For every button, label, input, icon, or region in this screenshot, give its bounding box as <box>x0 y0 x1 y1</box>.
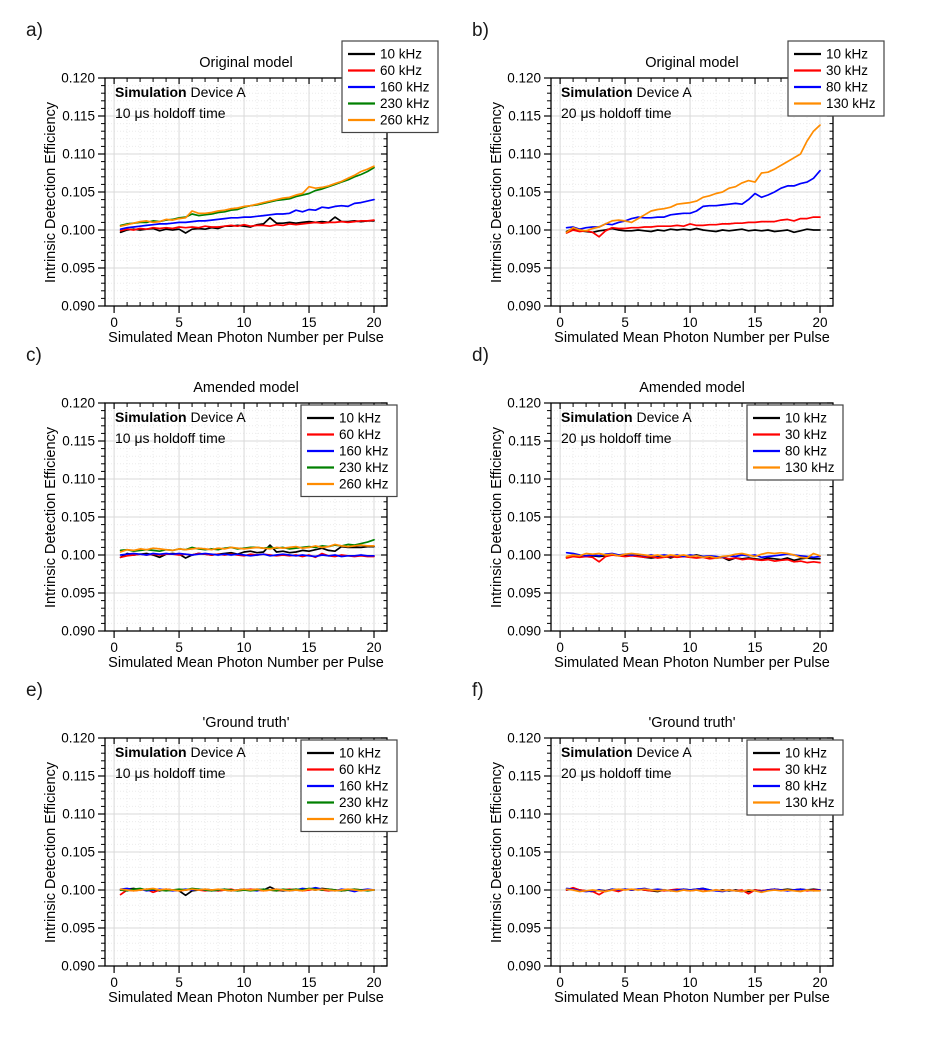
annotation-line2-c: 10 μs holdoff time <box>115 430 226 446</box>
svg-text:0.115: 0.115 <box>62 108 95 124</box>
svg-text:0.100: 0.100 <box>61 222 95 238</box>
annotation-bold-c: Simulation <box>115 409 187 425</box>
svg-text:5: 5 <box>175 640 183 655</box>
series-group <box>567 888 820 895</box>
legend-label: 230 kHz <box>339 795 389 810</box>
annotation-bold-e: Simulation <box>115 744 187 760</box>
svg-text:0.095: 0.095 <box>61 585 95 601</box>
svg-text:0.115: 0.115 <box>62 433 95 449</box>
x-tick-labels <box>110 315 381 330</box>
x-axis-title-e: Simulated Mean Photon Number per Pulse <box>108 990 384 1006</box>
series-group <box>121 887 374 895</box>
series-group <box>567 125 820 237</box>
annotation-line2-e: 10 μs holdoff time <box>115 765 226 781</box>
x-axis-title-d: Simulated Mean Photon Number per Pulse <box>554 655 830 671</box>
panel-letter-c: c) <box>26 345 42 366</box>
y-tick-labels <box>507 71 541 314</box>
y-tick-labels <box>61 396 95 639</box>
svg-text:0.090: 0.090 <box>507 623 541 639</box>
chart-title-e: 'Ground truth' <box>202 715 290 731</box>
svg-text:0.110: 0.110 <box>508 146 541 162</box>
annotation-rest-f: Device A <box>632 744 692 760</box>
annotation-d <box>561 407 692 449</box>
panel-a <box>18 20 470 355</box>
svg-text:0.100: 0.100 <box>507 882 541 898</box>
annotation-c <box>115 407 246 449</box>
svg-text:0.100: 0.100 <box>61 882 95 898</box>
legend-label: 160 kHz <box>380 79 430 95</box>
svg-text:15: 15 <box>301 315 317 330</box>
annotation-line2-a: 10 μs holdoff time <box>115 105 226 121</box>
annotation-bold-a: Simulation <box>115 84 187 100</box>
panel-letter-f: f) <box>472 680 484 701</box>
legend-label: 130 kHz <box>785 795 835 810</box>
svg-text:0.100: 0.100 <box>507 547 541 563</box>
svg-text:0.105: 0.105 <box>507 844 541 860</box>
svg-text:0.120: 0.120 <box>507 395 541 411</box>
svg-text:20: 20 <box>812 315 828 330</box>
svg-text:0.100: 0.100 <box>61 547 95 563</box>
annotation-bold-f: Simulation <box>561 744 633 760</box>
annotation-line2-d: 20 μs holdoff time <box>561 430 672 446</box>
x-tick-labels <box>556 315 827 330</box>
legend-label: 10 kHz <box>339 745 382 761</box>
svg-text:15: 15 <box>747 975 763 990</box>
svg-text:0.105: 0.105 <box>507 509 541 525</box>
legend-label: 80 kHz <box>785 443 828 459</box>
legend-label: 10 kHz <box>339 410 382 426</box>
chart-title-f: 'Ground truth' <box>648 715 736 731</box>
svg-text:10: 10 <box>682 975 698 990</box>
x-axis-title-c: Simulated Mean Photon Number per Pulse <box>108 655 384 671</box>
series-group <box>121 540 374 558</box>
svg-text:0.090: 0.090 <box>61 623 95 639</box>
svg-text:0.110: 0.110 <box>62 806 95 822</box>
legend-label: 260 kHz <box>380 112 430 128</box>
svg-text:0.105: 0.105 <box>61 509 95 525</box>
y-axis-title-f: Intrinsic Detection Efficiency <box>489 761 505 943</box>
x-tick-labels <box>556 640 827 655</box>
svg-text:5: 5 <box>175 975 183 990</box>
annotation-bold-d: Simulation <box>561 409 633 425</box>
svg-text:0.120: 0.120 <box>507 730 541 746</box>
svg-text:0.090: 0.090 <box>61 298 95 314</box>
legend-label: 260 kHz <box>339 811 389 827</box>
annotation-rest-d: Device A <box>632 409 692 425</box>
annotation-f <box>561 742 692 784</box>
legend-label: 30 kHz <box>785 762 828 777</box>
svg-text:15: 15 <box>301 640 317 655</box>
series-group <box>121 166 374 233</box>
legend-label: 60 kHz <box>339 762 382 777</box>
svg-text:0.120: 0.120 <box>61 730 95 746</box>
annotation-rest-a: Device A <box>186 84 246 100</box>
svg-text:0: 0 <box>110 640 118 655</box>
legend-label: 130 kHz <box>785 460 835 475</box>
y-tick-labels <box>61 71 95 314</box>
legend-d <box>747 405 843 480</box>
svg-text:0.095: 0.095 <box>61 920 95 936</box>
legend-label: 230 kHz <box>380 96 430 111</box>
svg-text:0.090: 0.090 <box>61 958 95 974</box>
svg-text:5: 5 <box>621 640 629 655</box>
svg-text:0: 0 <box>556 315 564 330</box>
panel-d <box>464 345 916 680</box>
svg-text:0.110: 0.110 <box>62 471 95 487</box>
svg-text:0.095: 0.095 <box>507 585 541 601</box>
legend-e <box>301 740 397 832</box>
svg-text:0.090: 0.090 <box>507 958 541 974</box>
svg-text:15: 15 <box>747 315 763 330</box>
legend-label: 160 kHz <box>339 443 389 459</box>
svg-text:15: 15 <box>747 640 763 655</box>
panel-e <box>18 680 470 1015</box>
svg-text:0.095: 0.095 <box>507 260 541 276</box>
svg-text:0.110: 0.110 <box>508 806 541 822</box>
panel-b <box>464 20 916 355</box>
annotation-rest-e: Device A <box>186 744 246 760</box>
panel-letter-b: b) <box>472 20 489 41</box>
svg-text:10: 10 <box>682 640 698 655</box>
y-axis-title-e: Intrinsic Detection Efficiency <box>43 761 59 943</box>
svg-text:10: 10 <box>236 640 252 655</box>
chart-title-b: Original model <box>645 55 739 71</box>
legend-label: 10 kHz <box>380 46 423 62</box>
series-group <box>567 553 820 563</box>
annotation-line2-f: 20 μs holdoff time <box>561 765 672 781</box>
legend-label: 160 kHz <box>339 778 389 794</box>
annotation-bold-b: Simulation <box>561 84 633 100</box>
svg-text:20: 20 <box>812 975 828 990</box>
svg-text:0.095: 0.095 <box>61 260 95 276</box>
svg-text:0.110: 0.110 <box>62 146 95 162</box>
svg-text:10: 10 <box>236 315 252 330</box>
x-axis-title-a: Simulated Mean Photon Number per Pulse <box>108 330 384 346</box>
svg-text:0.090: 0.090 <box>507 298 541 314</box>
legend-label: 230 kHz <box>339 460 389 475</box>
svg-text:20: 20 <box>812 640 828 655</box>
svg-text:10: 10 <box>236 975 252 990</box>
x-axis-title-b: Simulated Mean Photon Number per Pulse <box>554 330 830 346</box>
legend-c <box>301 405 397 497</box>
legend-label: 30 kHz <box>785 427 828 442</box>
legend-b <box>788 41 884 116</box>
chart-title-a: Original model <box>199 55 293 71</box>
annotation-rest-b: Device A <box>632 84 692 100</box>
y-axis-title-c: Intrinsic Detection Efficiency <box>43 426 59 608</box>
y-axis-title-a: Intrinsic Detection Efficiency <box>43 101 59 283</box>
legend-label: 10 kHz <box>785 410 828 426</box>
y-tick-labels <box>61 731 95 974</box>
svg-text:0.115: 0.115 <box>508 433 541 449</box>
svg-text:20: 20 <box>366 640 382 655</box>
svg-text:20: 20 <box>366 315 382 330</box>
annotation-rest-c: Device A <box>186 409 246 425</box>
legend-label: 60 kHz <box>380 63 423 78</box>
y-tick-labels <box>507 396 541 639</box>
legend-label: 260 kHz <box>339 476 389 492</box>
svg-text:0: 0 <box>556 975 564 990</box>
annotation-b <box>561 82 692 124</box>
svg-text:5: 5 <box>621 315 629 330</box>
x-tick-labels <box>110 975 381 990</box>
chart-title-c: Amended model <box>193 380 299 396</box>
svg-text:0.095: 0.095 <box>507 920 541 936</box>
panel-c <box>18 345 470 680</box>
annotation-a <box>115 82 246 124</box>
x-tick-labels <box>556 975 827 990</box>
series-30-kHz <box>567 217 820 237</box>
legend-label: 30 kHz <box>826 63 869 78</box>
svg-text:0.115: 0.115 <box>508 108 541 124</box>
panel-f <box>464 680 916 1015</box>
svg-text:0.120: 0.120 <box>61 70 95 86</box>
svg-text:5: 5 <box>621 975 629 990</box>
legend-label: 130 kHz <box>826 96 876 111</box>
svg-text:0.110: 0.110 <box>508 471 541 487</box>
panel-letter-d: d) <box>472 345 489 366</box>
svg-text:20: 20 <box>366 975 382 990</box>
svg-text:0.105: 0.105 <box>61 184 95 200</box>
legend-label: 80 kHz <box>785 778 828 794</box>
svg-text:0.120: 0.120 <box>61 395 95 411</box>
svg-text:10: 10 <box>682 315 698 330</box>
legend-label: 60 kHz <box>339 427 382 442</box>
panel-letter-a: a) <box>26 20 43 41</box>
x-tick-labels <box>110 640 381 655</box>
svg-text:0.120: 0.120 <box>507 70 541 86</box>
legend-label: 10 kHz <box>826 46 869 62</box>
y-tick-labels <box>507 731 541 974</box>
svg-text:0.100: 0.100 <box>507 222 541 238</box>
legend-label: 10 kHz <box>785 745 828 761</box>
svg-text:15: 15 <box>301 975 317 990</box>
chart-title-d: Amended model <box>639 380 745 396</box>
svg-text:0: 0 <box>110 315 118 330</box>
svg-text:0.115: 0.115 <box>508 768 541 784</box>
annotation-e <box>115 742 246 784</box>
svg-text:0.105: 0.105 <box>61 844 95 860</box>
svg-text:0.115: 0.115 <box>62 768 95 784</box>
series-130-kHz <box>567 125 820 232</box>
panel-letter-e: e) <box>26 680 43 701</box>
legend-label: 80 kHz <box>826 79 869 95</box>
svg-text:0: 0 <box>556 640 564 655</box>
svg-text:0.105: 0.105 <box>507 184 541 200</box>
y-axis-title-b: Intrinsic Detection Efficiency <box>489 101 505 283</box>
svg-text:5: 5 <box>175 315 183 330</box>
svg-text:0: 0 <box>110 975 118 990</box>
legend-f <box>747 740 843 815</box>
annotation-line2-b: 20 μs holdoff time <box>561 105 672 121</box>
y-axis-title-d: Intrinsic Detection Efficiency <box>489 426 505 608</box>
x-axis-title-f: Simulated Mean Photon Number per Pulse <box>554 990 830 1006</box>
